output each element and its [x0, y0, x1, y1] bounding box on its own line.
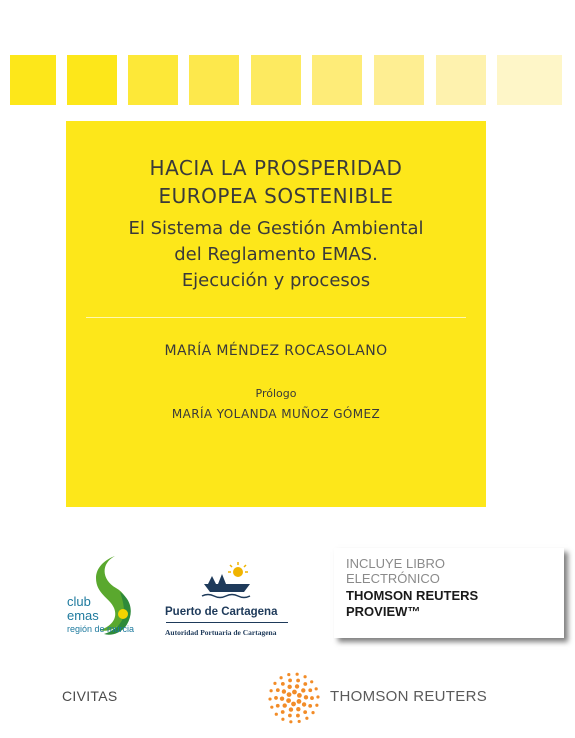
logo-dot — [310, 680, 313, 683]
logo-dot — [276, 688, 280, 692]
logo-dot — [296, 679, 300, 683]
logo-dot — [301, 688, 305, 692]
club-emas-line: región de murcia — [67, 624, 135, 634]
logo-dot — [295, 684, 299, 688]
logo-dot — [302, 702, 306, 706]
strip-square — [436, 55, 486, 105]
logo-dot — [273, 682, 276, 685]
logo-dot — [281, 710, 285, 714]
logo-dot — [310, 696, 314, 700]
proview-line: PROVIEW™ — [346, 604, 421, 619]
logo-dot — [308, 688, 312, 692]
logo-dot — [276, 704, 280, 708]
strip-square — [251, 55, 301, 105]
strip-square — [374, 55, 424, 105]
logo-dot — [308, 704, 312, 708]
puerto-name: Puerto de Cartagena — [165, 606, 278, 618]
title-panel — [66, 121, 486, 507]
logo-dot — [291, 702, 296, 707]
logo-dot — [311, 711, 314, 714]
book-title — [66, 154, 486, 210]
proview-line: THOMSON REUTERS — [346, 588, 479, 603]
strip-square — [128, 55, 178, 105]
subtitle-line: El Sistema de Gestión Ambiental — [128, 218, 424, 239]
logo-dot — [296, 673, 299, 676]
logo-dot — [286, 698, 291, 703]
subtitle-line: del Reglamento EMAS. — [174, 244, 378, 265]
puerto-subtitle: Autoridad Portuaria de Cartagena — [165, 628, 277, 637]
logo-dot — [287, 685, 291, 689]
puerto-divider — [166, 622, 288, 623]
logo-dot — [281, 718, 284, 721]
logo-dot — [315, 687, 318, 690]
ship-sun-icon — [200, 562, 256, 602]
logo-dot — [296, 707, 300, 711]
logo-dot — [281, 682, 285, 686]
logo-dot — [280, 696, 284, 700]
thomson-reuters-dots-icon — [266, 670, 322, 726]
title-line: EUROPEA SOSTENIBLE — [158, 184, 394, 208]
logo-dot — [288, 679, 292, 683]
civitas-logo: CIVITAS — [62, 688, 118, 704]
proview-line: ELECTRÓNICO — [346, 571, 440, 586]
logo-dot — [287, 692, 292, 697]
club-emas-text — [67, 595, 134, 635]
strip-square — [497, 55, 562, 105]
subtitle-line: Ejecución y procesos — [181, 270, 371, 291]
logo-dot — [297, 693, 302, 698]
logo-dot — [268, 697, 271, 700]
logo-dot — [297, 699, 302, 704]
strip-square — [189, 55, 239, 105]
proview-badge — [334, 548, 564, 638]
logo-dot — [296, 714, 300, 718]
logo-dot — [287, 673, 290, 676]
thomson-reuters-wordmark: THOMSON REUTERS — [330, 688, 488, 705]
logo-dot — [289, 720, 292, 723]
logo-dot — [303, 710, 307, 714]
logo-dot — [298, 720, 301, 723]
logo-dot — [275, 713, 278, 716]
strip-square — [67, 55, 117, 105]
logo-dot — [303, 682, 307, 686]
title-line: HACIA LA PROSPERIDAD — [149, 156, 403, 180]
prologue-author: MARÍA YOLANDA MUÑOZ GÓMEZ — [171, 407, 381, 421]
logo-dot — [283, 703, 287, 707]
logo-dot — [280, 676, 283, 679]
logo-dot — [292, 690, 297, 695]
prologue-label: Prólogo — [255, 387, 297, 400]
logo-dot — [305, 717, 308, 720]
strip-square — [10, 55, 56, 105]
divider — [86, 317, 466, 318]
logo-dot — [274, 696, 278, 700]
book-subtitle — [66, 216, 486, 294]
logo-dot — [288, 714, 292, 718]
proview-line: INCLUYE LIBRO — [346, 556, 445, 571]
logo-dot — [282, 689, 286, 693]
logo-dot — [303, 675, 306, 678]
club-emas-line: emas — [67, 608, 99, 623]
logo-dot — [316, 695, 319, 698]
logo-dot — [270, 689, 273, 692]
author-name: MARÍA MÉNDEZ ROCASOLANO — [164, 343, 388, 359]
logo-dot — [270, 706, 273, 709]
logo-dot — [289, 707, 293, 711]
strip-square — [312, 55, 362, 105]
logo-dot — [315, 704, 318, 707]
club-emas-line: club — [67, 594, 91, 609]
logo-dot — [304, 695, 308, 699]
